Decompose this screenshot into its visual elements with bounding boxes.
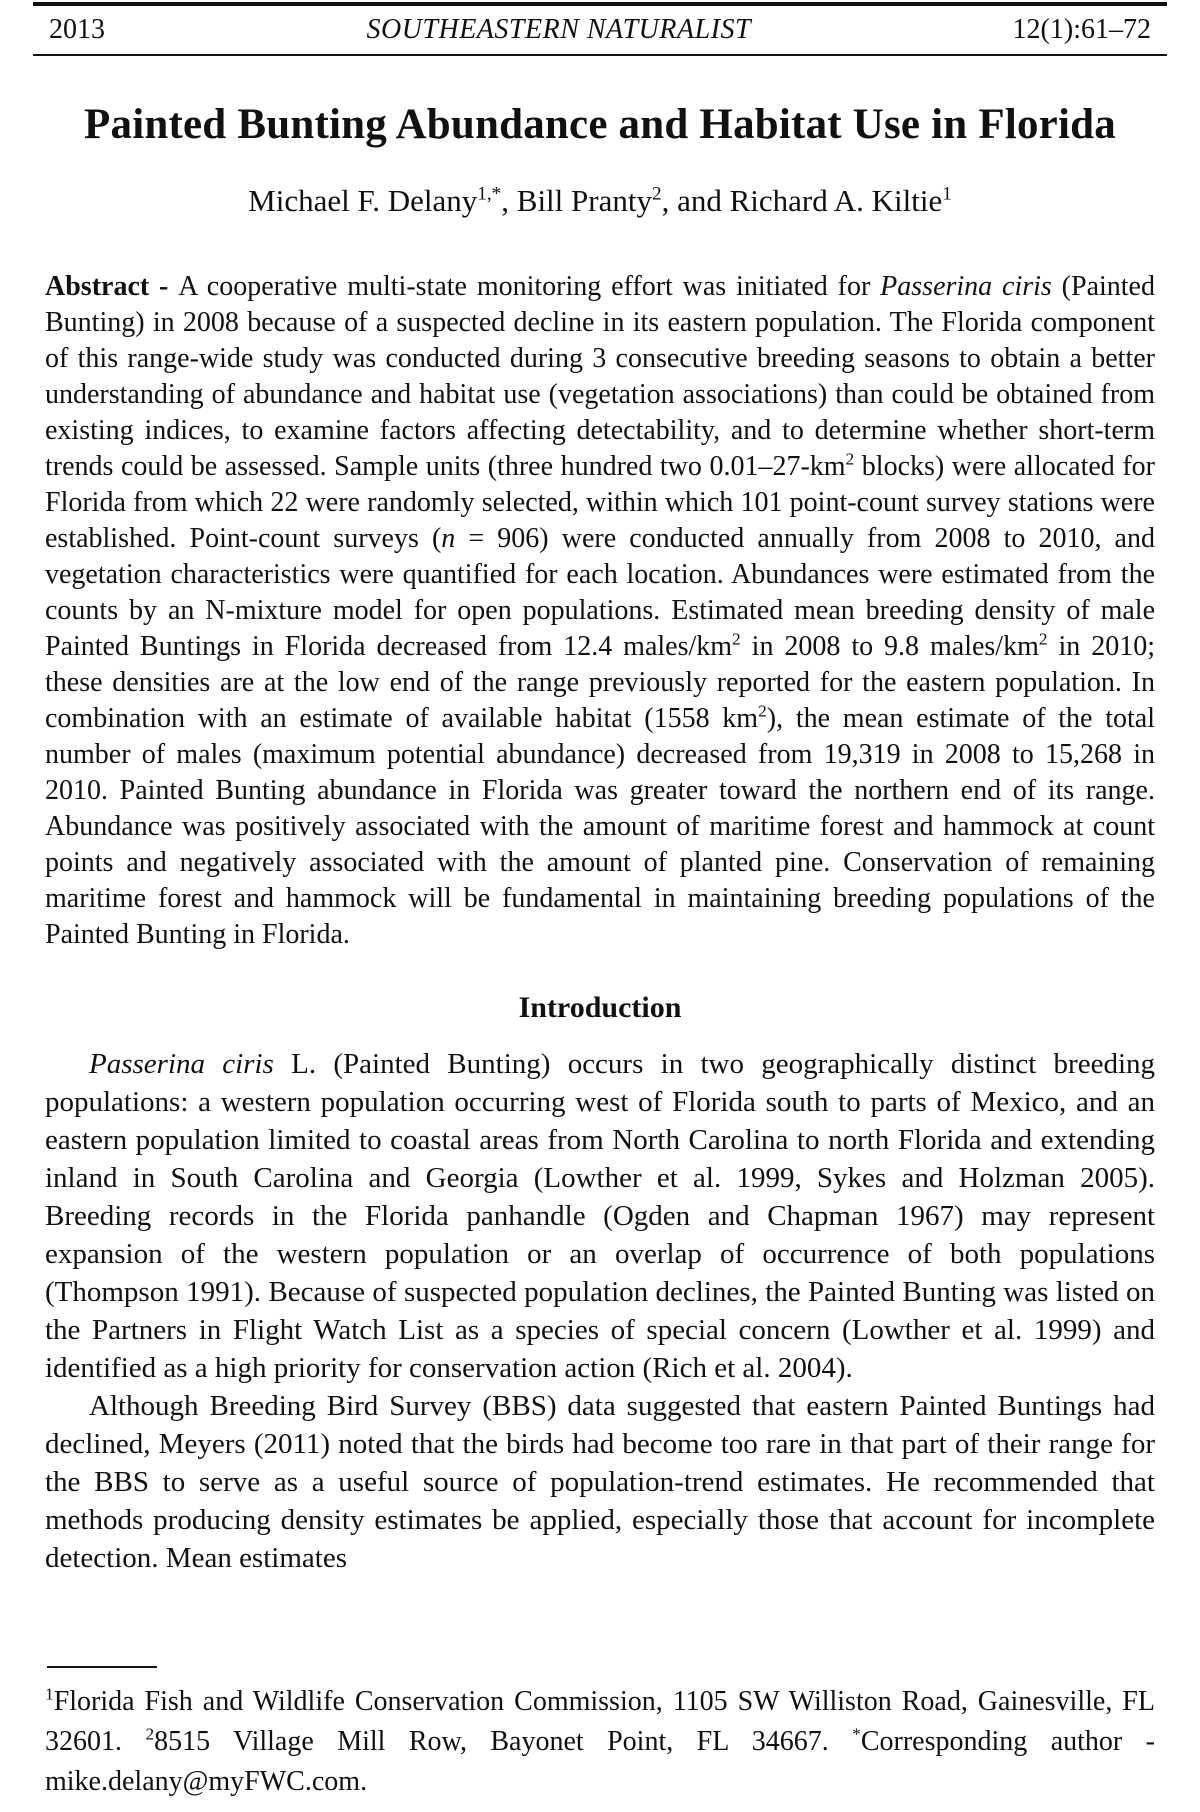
abstract-paragraph <box>45 269 1155 953</box>
species-name-italic: Passerina ciris <box>89 1048 274 1080</box>
footnote-segment: Corresponding author - mike.delany@myFWC.com. <box>45 1726 1155 1797</box>
abstract-label: Abstract - <box>45 271 179 302</box>
abstract-text-segment: in 2008 to 9.8 males/km <box>740 631 1039 662</box>
variable-n-italic: n <box>441 523 456 554</box>
footnote-marker-2: 2 <box>145 1724 155 1744</box>
journal-name: SOUTHEASTERN NATURALIST <box>366 14 752 45</box>
abstract-text-segment: ), the mean estimate of the total number of males (maximum potential abundance) decreased from 19,319 in 2008 to 15,268 in 2010. Painted Bunting abundance in Florida was greater toward the northern end of its range. Abundance was positively associated with the amount of maritime forest and hammock at count points and negatively associated with the amount of planted pine. Conservation of remaining maritime forest and hammock will be fundamental in maintaining breeding populations of the Painted Bunting in Florida. <box>45 703 1155 950</box>
footnote-segment: 8515 Village Mill Row, Bayonet Point, FL 34667. <box>154 1726 853 1757</box>
header-row <box>45 6 1155 54</box>
author-name: Bill Pranty <box>516 183 652 218</box>
superscript-2: 2 <box>732 629 741 649</box>
abstract-text-segment: A cooperative multi-state monitoring effort was initiated for <box>178 271 881 302</box>
intro-paragraph-1 <box>45 1045 1155 1387</box>
superscript-2: 2 <box>758 701 767 721</box>
abstract-text-segment: in 2010; these densities are at the low end of the range previously reported for the eastern population. In combination with an estimate of available habitat (1558 km <box>45 631 1155 734</box>
header-year: 2013 <box>49 14 105 45</box>
article-title: Painted Bunting Abundance and Habitat Use in Florida <box>84 101 1116 148</box>
header-citation: 12(1):61–72 <box>1012 14 1151 45</box>
author-name: Michael F. Delany <box>248 183 478 218</box>
superscript-2: 2 <box>845 449 855 469</box>
author-separator: , <box>501 183 517 218</box>
intro-paragraph-2 <box>45 1387 1155 1577</box>
author-separator: , and <box>661 183 730 218</box>
paragraph-text: L. (Painted Bunting) occurs in two geographically distinct breeding populations: a western population occurring west of Florida south to parts of Mexico, and an eastern population limited to coastal areas from North Carolina to north Florida and extending inland in South Carolina and Georgia (Lowther et al. 1999, Sykes and Holzman 2005). Breeding records in the Florida panhandle (Ogden and Chapman 1967) may represent expansion of the western population or an overlap of occurrence of both populations (Thompson 1991). Because of suspected population declines, the Painted Bunting was listed on the Partners in Flight Watch List as a species of special concern (Lowther et al. 1999) and identified as a high priority for conservation action (Rich et al. 2004). <box>45 1048 1155 1384</box>
author-affiliation-mark: 1,* <box>477 183 502 205</box>
abstract-text-segment: blocks) were allocated for Florida from which 22 were randomly selected, within which 101 point-count survey stations were established. Point-count surveys ( <box>45 451 1155 554</box>
authors-line <box>45 183 1155 219</box>
introduction-heading: Introduction <box>518 991 682 1024</box>
species-name-italic: Passerina ciris <box>880 271 1052 302</box>
paragraph-text: Although Breeding Bird Survey (BBS) data suggested that eastern Painted Buntings had declined, Meyers (2011) noted that the birds had become too rare in that part of their range for the BBS to serve as a useful source of population-trend estimates. He recommended that methods producing density estimates be applied, especially those that account for incomplete detection. Mean estimates <box>45 1390 1155 1574</box>
footnote-marker-1: 1 <box>45 1684 54 1704</box>
superscript-2: 2 <box>1038 629 1048 649</box>
author-affiliation-mark: 1 <box>942 183 952 205</box>
footnote-block <box>45 1666 1155 1802</box>
author-affiliation-mark: 2 <box>651 183 662 205</box>
header-bottom-rule <box>33 54 1167 56</box>
footnote-text <box>45 1682 1155 1802</box>
author-name: Richard A. Kiltie <box>729 183 943 218</box>
abstract-text-segment: = 906) were conducted annually from 2008 to 2010, and vegetation characteristics were quantified for each location. Abundances were estimated from the counts by an N-mixture model for open populations. Estimated mean breeding density of male Painted Buntings in Florida decreased from 12.4 males/km <box>45 523 1155 662</box>
footnote-rule <box>47 1666 157 1668</box>
journal-header <box>45 0 1155 56</box>
footnote-segment: Florida Fish and Wildlife Conservation Commission, 1105 SW Williston Road, Gainesville, FL 32601. <box>45 1686 1155 1757</box>
abstract-text-segment: (Painted Bunting) in 2008 because of a suspected decline in its eastern population. The Florida component of this range-wide study was conducted during 3 consecutive breeding seasons to obtain a better understanding of abundance and habitat use (vegetation associations) than could be obtained from existing indices, to examine factors affecting detectability, and to determine whether short-term trends could be assessed. Sample units (three hundred two 0.01–27-km <box>45 271 1155 482</box>
footnote-marker-asterisk: * <box>852 1724 861 1744</box>
